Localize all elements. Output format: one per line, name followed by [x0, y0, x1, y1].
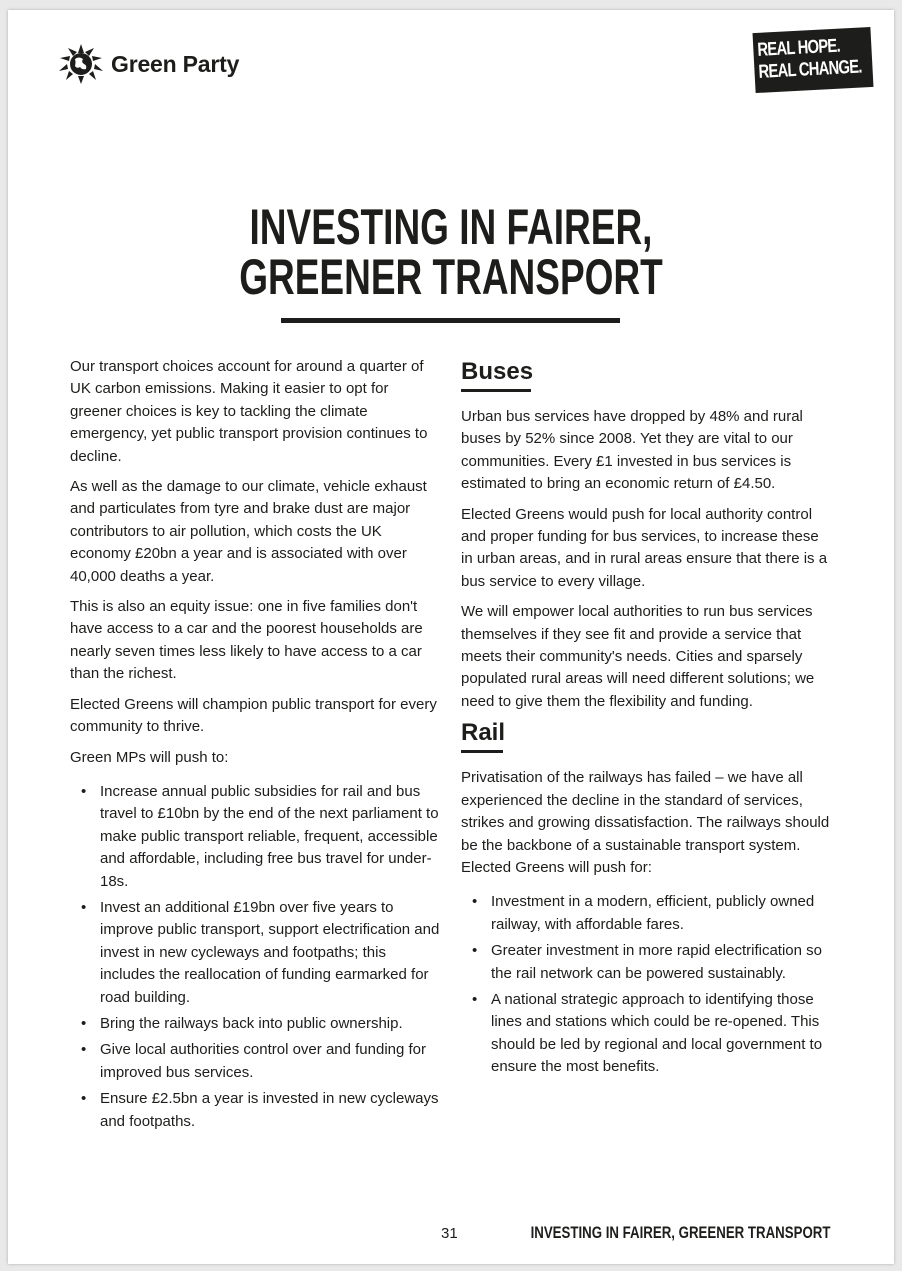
list-item: • Increase annual public subsidies for rail and bus travel to £10bn by the end of the next parliament to make public transport reliable, frequent, accessible and affordable, including free bus travel for under-18s.	[70, 781, 442, 893]
buses-heading-block	[461, 356, 833, 392]
title-underline	[281, 318, 620, 323]
sunflower-earth-icon	[58, 44, 104, 84]
footer-section-title: INVESTING IN FAIRER, GREENER TRANSPORT	[530, 1223, 830, 1242]
buses-paragraph: Urban bus services have dropped by 48% and rural buses by 52% since 2008. Yet they are vital to our communities. Every £1 invested in bus services is estimated to bring an economic return of £4.50.	[461, 408, 803, 493]
left-column	[70, 356, 442, 1137]
buses-heading: Buses	[461, 358, 534, 385]
real-hope-real-change-badge	[753, 27, 874, 93]
intro-paragraph: Our transport choices account for around a quarter of UK carbon emissions. Making it easier to opt for greener choices is key to tackling the climate emergency, yet public transport provision continues to decline.	[70, 358, 428, 465]
rail-heading: Rail	[461, 719, 506, 747]
champion-paragraph: Elected Greens will champion public transport for every community to thrive.	[70, 695, 437, 736]
rail-bullet-list	[461, 891, 833, 1078]
mps-push-paragraph: Green MPs will push to:	[70, 748, 229, 766]
buses-heading-underline	[461, 389, 531, 392]
page-title	[8, 199, 894, 305]
green-mps-bullet-list	[70, 781, 442, 1133]
list-item: • Invest an additional £19bn over five years to improve public transport, support electrification and invest in new cycleways and footpaths; this includes the reallocation of funding earmarked for road building.	[70, 897, 442, 1009]
list-item: • Give local authorities control over and funding for improved bus services.	[70, 1039, 442, 1084]
list-item: • Greater investment in more rapid electrification so the rail network can be powered sustainably.	[461, 940, 833, 985]
rail-paragraph: Privatisation of the railways has failed – we have all experienced the decline in the standard of services, strikes and growing dissatisfaction. The railways should be the backbone of a sustainable transport system. Elected Greens will push for:	[461, 769, 830, 876]
list-item: • A national strategic approach to identifying those lines and stations which could be re-opened. This should be led by regional and local government to ensure the most benefits.	[461, 989, 833, 1079]
list-item: • Investment in a modern, efficient, publicly owned railway, with affordable fares.	[461, 891, 833, 936]
badge-line-2: REAL CHANGE.	[758, 56, 863, 83]
page-title-line-1: INVESTING IN FAIRER,	[249, 199, 653, 255]
buses-paragraph: We will empower local authorities to run bus services themselves if they see fit and provide a service that meets their community's needs. Cities and sparsely populated rural areas will need different solutions; we need to give them the flexibility and funding.	[461, 603, 815, 710]
page-number: 31	[441, 1225, 458, 1242]
buses-paragraph: Elected Greens would push for local authority control and proper funding for bus services, to increase these in urban areas, and in rural areas ensure that there is a bus service to every village.	[461, 505, 828, 590]
pollution-paragraph: As well as the damage to our climate, vehicle exhaust and particulates from tyre and brake dust are major contributors to air pollution, which costs the UK economy £20bn a year and is associated with over 40,000 deaths a year.	[70, 478, 427, 585]
page-title-line-2: GREENER TRANSPORT	[239, 249, 663, 305]
rail-heading-block	[461, 717, 833, 753]
right-column	[461, 356, 833, 1083]
equity-paragraph: This is also an equity issue: one in five families don't have access to a car and the poorest households are nearly seven times less likely to have access to a car than the richest.	[70, 598, 423, 683]
document-page	[8, 10, 894, 1264]
green-party-logo	[58, 44, 239, 84]
logo-wordmark: Green Party	[111, 50, 240, 77]
rail-heading-underline	[461, 750, 503, 753]
badge-line-1: REAL HOPE.	[756, 35, 841, 61]
list-item: • Ensure £2.5bn a year is invested in new cycleways and footpaths.	[70, 1088, 442, 1133]
list-item: • Bring the railways back into public ownership.	[70, 1013, 442, 1035]
